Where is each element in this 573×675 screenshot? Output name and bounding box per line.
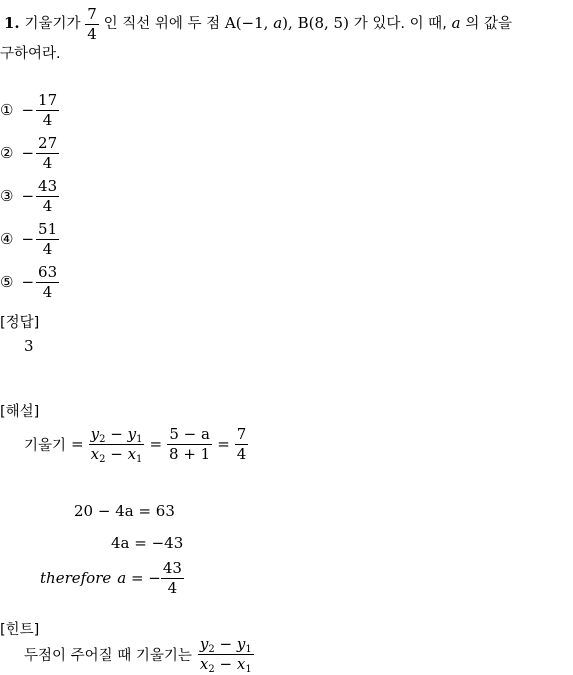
question-number: 1. <box>4 14 20 32</box>
slope-formula-fraction: $\frac{y_2 - y_1}{x_2 - x_1}$ <box>90 424 143 465</box>
question-text-1: 기울기가 <box>24 16 81 32</box>
hint-label: [힌트] <box>0 622 40 638</box>
choice-marker: ③ <box>0 187 14 205</box>
substituted-fraction: $\frac{5 - a}{8 + 1}$ <box>169 424 211 463</box>
question-text-2: 인 직선 위에 두 점 <box>103 16 221 32</box>
slope-value-fraction: $\frac{7}{4}$ <box>236 424 247 463</box>
question-text-4: 의 값을 <box>465 16 512 32</box>
point-a: A(−1, a), <box>224 14 293 32</box>
solution-step-1: 20 − 4a = 63 <box>74 502 175 520</box>
choice-marker: ② <box>0 144 14 162</box>
choice-fraction: $\frac{27}{4}$ <box>38 133 58 172</box>
solution-final: therefore a = − $\frac{43}{4}$ <box>40 558 182 597</box>
question-line-2: 구하여라. <box>0 46 61 62</box>
choice-2[interactable]: ② − $\frac{27}{4}$ <box>0 133 58 172</box>
variable-a: a <box>451 14 461 32</box>
final-fraction: $\frac{43}{4}$ <box>162 558 182 597</box>
solution-slope-equation: 기울기 = $\frac{y_2 - y_1}{x_2 - x_1}$ = $\frac{5 - a}{8 + 1}$ = $\frac{7}{4}$ <box>24 424 247 465</box>
choice-3[interactable]: ③ − $\frac{43}{4}$ <box>0 176 58 215</box>
hint-fraction: $\frac{y_2 - y_1}{x_2 - x_1}$ <box>199 634 252 675</box>
choice-marker: ① <box>0 101 14 119</box>
choice-fraction: $\frac{51}{4}$ <box>38 219 58 258</box>
choice-5[interactable]: ⑤ − $\frac{63}{4}$ <box>0 262 58 301</box>
solution-label: [해설] <box>0 404 40 420</box>
hint-text: 두점이 주어질 때 기울기는 <box>24 647 192 664</box>
choice-fraction: $\frac{43}{4}$ <box>38 176 58 215</box>
question-text-3: 가 있다. 이 때, <box>353 16 447 32</box>
answer-value: 3 <box>24 337 34 355</box>
slope-numerator: 7 <box>87 4 97 23</box>
point-b: B(8, 5) <box>297 14 349 32</box>
choice-4[interactable]: ④ − $\frac{51}{4}$ <box>0 219 58 258</box>
therefore-word: therefore <box>40 569 112 587</box>
slope-word: 기울기 <box>24 437 67 454</box>
choice-fraction: $\frac{63}{4}$ <box>38 262 58 301</box>
question-line-1 <box>4 4 512 43</box>
choice-marker: ④ <box>0 230 14 248</box>
hint-line <box>24 634 254 674</box>
choice-marker: ⑤ <box>0 273 14 291</box>
choice-1[interactable]: ① − $\frac{17}{4}$ <box>0 90 58 129</box>
answer-label: [정답] <box>0 315 40 331</box>
slope-fraction <box>85 4 99 43</box>
choice-fraction: $\frac{17}{4}$ <box>38 90 58 129</box>
solution-step-2: 4a = −43 <box>111 534 184 552</box>
slope-denominator: 4 <box>87 24 97 43</box>
